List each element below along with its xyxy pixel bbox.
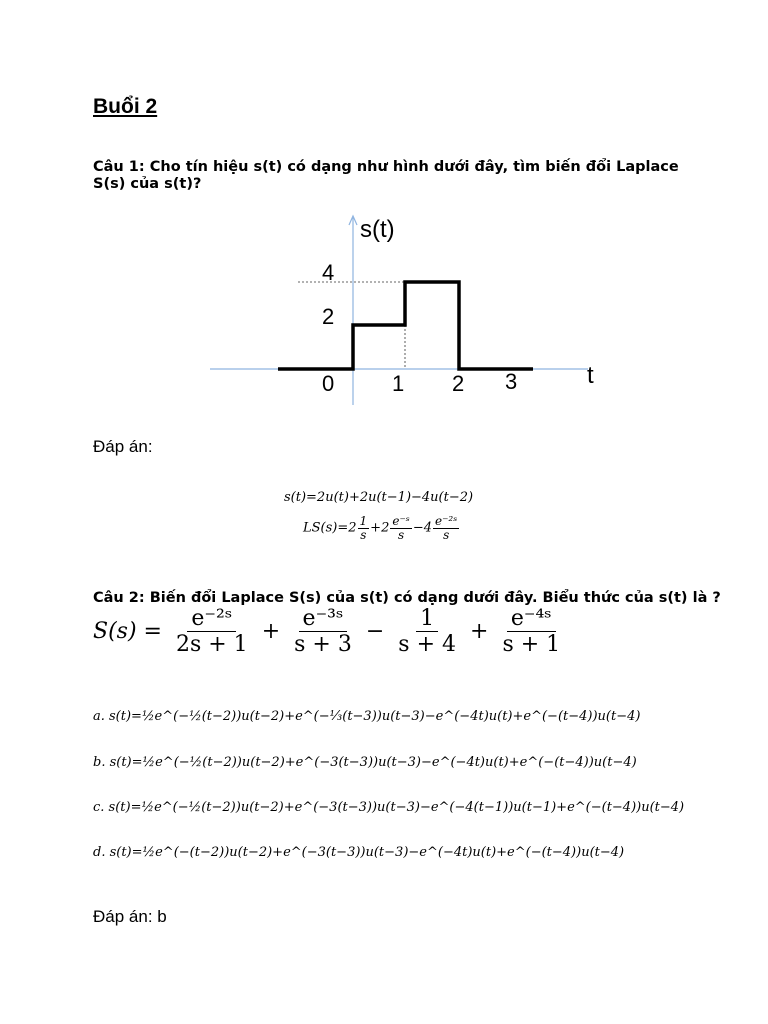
term-2: $\frac{\text{e⁻³ˢ}}{s + 3}$ bbox=[294, 606, 352, 658]
answer-label-1: Đáp án: bbox=[93, 437, 153, 456]
x-axis-label: t bbox=[587, 362, 594, 389]
question-2-text: Câu 2: Biến đổi Laplace S(s) của s(t) có dạng dưới đây. Biểu thức của s(t) là ? bbox=[93, 590, 721, 606]
laplace-lhs: LS(s)=2 bbox=[303, 520, 357, 536]
fraction-e-2s: $\frac{\text{e⁻²ˢ}}{s}$ bbox=[435, 514, 458, 542]
option-d: d. s(t)=½e^(−(t−2))u(t−2)+e^(−3(t−3))u(t−3)−e^(−4t)u(t)+e^(−(t−4))u(t−4) bbox=[93, 845, 625, 860]
fraction-1-over-s: $\frac{1}{s}$ bbox=[359, 514, 368, 542]
term-3-op: − bbox=[365, 618, 385, 644]
term-2-op: + bbox=[261, 618, 281, 644]
option-c: c. s(t)=½e^(−½(t−2))u(t−2)+e^(−3(t−3))u(t−3)−e^(−4(t−1))u(t−1)+e^(−(t−4))u(t−4) bbox=[93, 800, 685, 815]
y-axis-label: s(t) bbox=[360, 216, 395, 243]
answer-label-2: Đáp án: b bbox=[93, 907, 167, 926]
equation-laplace bbox=[303, 515, 460, 541]
laplace-plus: +2 bbox=[370, 520, 390, 536]
x-tick-3: 3 bbox=[505, 369, 518, 394]
signal-graph bbox=[200, 205, 620, 415]
fraction-e-s: $\frac{\text{e⁻ˢ}}{s}$ bbox=[392, 514, 410, 542]
page-title: Buổi 2 bbox=[93, 95, 158, 118]
laplace-expression-lhs: S(s) = bbox=[93, 618, 162, 644]
term-4: $\frac{\text{e⁻⁴ˢ}}{s + 1}$ bbox=[502, 606, 561, 658]
laplace-expression bbox=[93, 606, 567, 658]
x-tick-0: 0 bbox=[322, 371, 335, 396]
x-tick-1: 1 bbox=[392, 371, 405, 396]
term-4-op: + bbox=[470, 618, 489, 644]
option-b: b. s(t)=½e^(−½(t−2))u(t−2)+e^(−3(t−3))u(t−3)−e^(−4t)u(t)+e^(−(t−4))u(t−4) bbox=[93, 755, 637, 770]
y-tick-2: 2 bbox=[322, 304, 335, 329]
term-3: $\frac{1}{s + 4}$ bbox=[398, 606, 456, 658]
question-1-text: Câu 1: Cho tín hiệu s(t) có dạng như hình dưới đây, tìm biến đổi Laplace S(s) của s(t)? bbox=[93, 159, 679, 192]
signal-curve bbox=[278, 282, 533, 369]
equation-st: s(t)=2u(t)+2u(t−1)−4u(t−2) bbox=[284, 490, 474, 505]
x-tick-2: 2 bbox=[452, 371, 465, 396]
y-tick-4: 4 bbox=[322, 260, 335, 285]
term-1: $\frac{\text{e⁻²ˢ}}{2s + 1}$ bbox=[175, 606, 248, 658]
laplace-minus: −4 bbox=[412, 520, 432, 536]
option-a: a. s(t)=½e^(−½(t−2))u(t−2)+e^(−⅓(t−3))u(t−3)−e^(−4t)u(t)+e^(−(t−4))u(t−4) bbox=[93, 709, 641, 724]
